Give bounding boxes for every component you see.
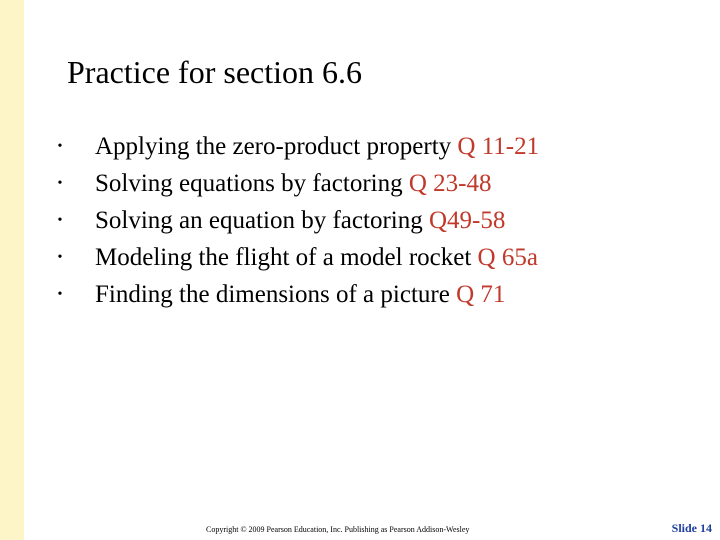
slide-title: Practice for section 6.6 [67, 54, 362, 90]
bullet-icon: • [57, 176, 63, 191]
question-reference: Q 23-48 [408, 170, 492, 197]
question-reference: Q49-58 [428, 207, 506, 234]
side-accent-bar [0, 0, 24, 540]
bullet-text [95, 239, 538, 276]
bullet-text [95, 165, 491, 202]
bullet-label: Applying the zero-product property [95, 133, 458, 160]
bullet-label: Solving equations by factoring [95, 170, 409, 197]
bullet-label: Modeling the flight of a model rocket [95, 244, 478, 271]
bullet-text [95, 128, 539, 165]
question-reference: Q 71 [456, 281, 506, 308]
bullet-text [95, 276, 505, 313]
bullet-icon: • [57, 213, 63, 228]
copyright-notice: Copyright © 2009 Pearson Education, Inc. Publishing as Pearson Addison-Wesley [206, 525, 470, 534]
slide-number: Slide 14 [671, 521, 712, 535]
bullet-icon: • [57, 250, 63, 265]
bullet-label: Solving an equation by factoring [95, 207, 429, 234]
bullet-text [95, 202, 505, 239]
bullet-label: Finding the dimensions of a picture [95, 281, 457, 308]
question-reference: Q 11-21 [457, 133, 540, 160]
question-reference: Q 65a [477, 244, 538, 271]
bullet-icon: • [57, 139, 63, 154]
bullet-icon: • [57, 287, 63, 302]
